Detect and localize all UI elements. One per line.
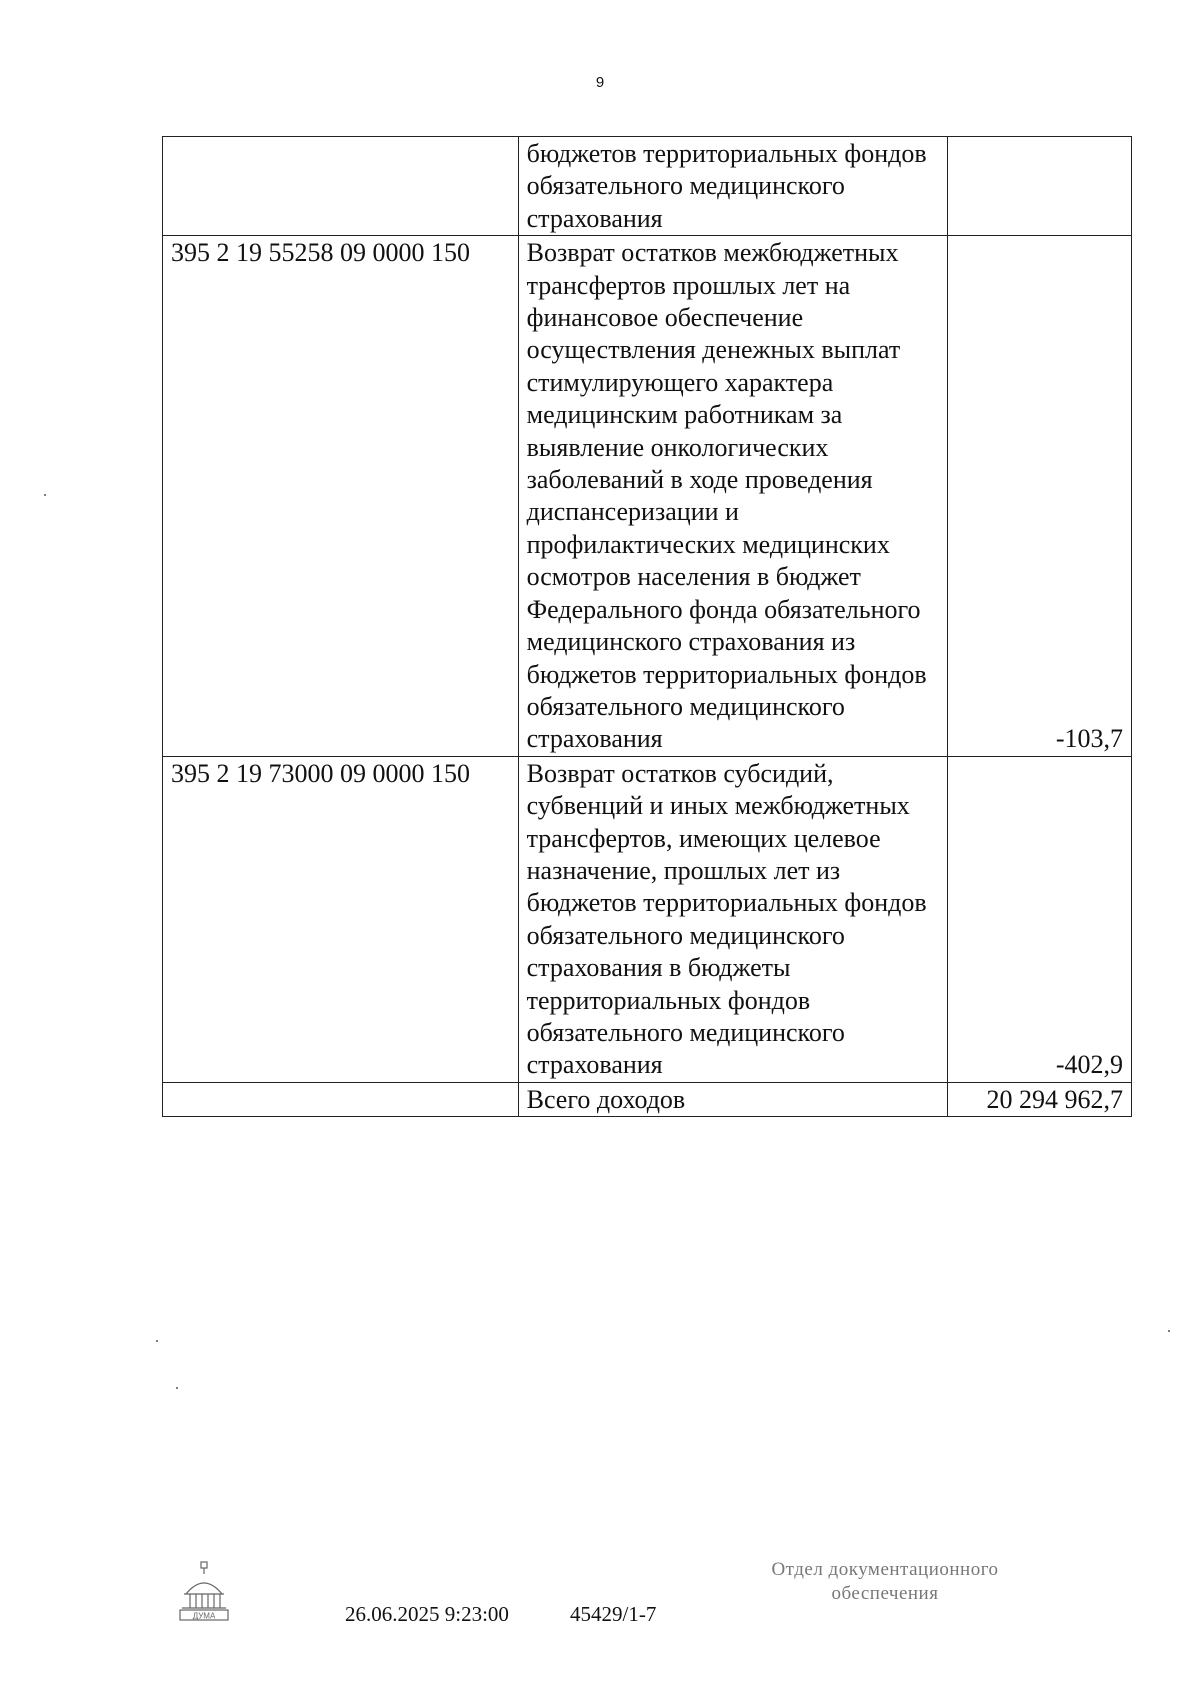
table-row <box>163 236 1132 757</box>
stamp-line: обеспечения <box>831 1583 939 1604</box>
description-cell: Возврат остатков межбюджетных трансфертов прошлых лет на финансовое обеспечение осуществления денежных выплат стимулирующего характера медицинским работникам за выявление онкологических заболеваний в ходе проведения диспансеризации и профилактических медицинских осмотров населения в бюджет Федерального фонда обязательного медицинского страхования из бюджетов территориальных фондов обязательного медицинского страхования <box>518 236 948 757</box>
scan-speck <box>156 1340 158 1342</box>
amount-cell: -103,7 <box>948 236 1132 757</box>
description-cell: бюджетов территориальных фондов обязательного медицинского страхования <box>518 137 948 236</box>
registration-number: 45429/1-7 <box>570 1602 657 1626</box>
amount-cell: -402,9 <box>948 756 1132 1082</box>
department-stamp <box>730 1558 1040 1606</box>
duma-emblem-icon <box>176 1560 232 1624</box>
svg-text:ДУМА: ДУМА <box>192 1611 216 1621</box>
amount-cell <box>948 137 1132 236</box>
footer-date: 26.06.2025 9:23:00 <box>345 1602 509 1626</box>
budget-code-cell: 395 2 19 55258 09 0000 150 <box>163 236 519 757</box>
table-row <box>163 756 1132 1082</box>
page-number: 9 <box>595 74 605 91</box>
total-label: Всего доходов <box>518 1082 948 1116</box>
budget-code-cell: 395 2 19 73000 09 0000 150 <box>163 756 519 1082</box>
description-cell: Возврат остатков субсидий, субвенций и иных межбюджетных трансфертов, имеющих целевое назначение, прошлых лет из бюджетов территориальных фондов обязательного медицинского страхования в бюджеты территориальных фондов обязательного медицинского страхования <box>518 756 948 1082</box>
scan-speck <box>44 494 46 496</box>
budget-code-cell <box>163 137 519 236</box>
table-row <box>163 137 1132 236</box>
scan-speck <box>176 1387 178 1389</box>
budget-code-cell <box>163 1082 519 1116</box>
stamp-line: Отдел документационного <box>771 1559 999 1580</box>
total-amount: 20 294 962,7 <box>948 1082 1132 1116</box>
total-row <box>163 1082 1132 1116</box>
budget-revenue-table <box>162 136 1132 1117</box>
scan-speck <box>1168 1330 1170 1332</box>
